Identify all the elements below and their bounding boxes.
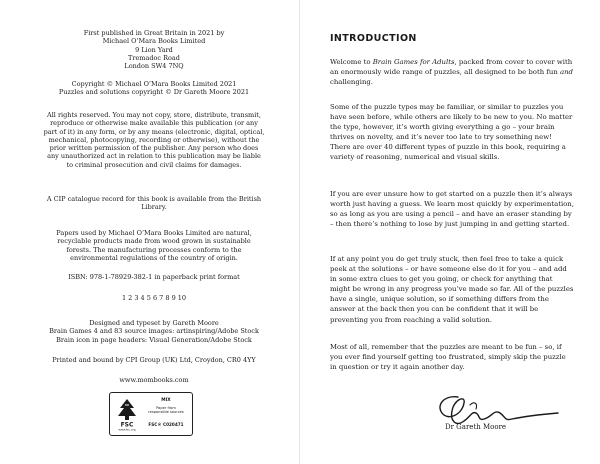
fsc-line: Paper from <box>156 406 176 410</box>
p1-text: Welcome to <box>330 58 373 66</box>
fsc-mix: MIX <box>161 398 171 403</box>
cip-block <box>30 195 278 212</box>
rights-line: part of it) in any form, or by any means (electronic, digital, optical, <box>43 127 265 136</box>
papers-line: recyclable products made from wood grown in sustainable <box>57 237 251 246</box>
fsc-tree-logo-icon <box>114 397 140 431</box>
copyright-block <box>30 80 278 97</box>
fsc-brand: FSC <box>120 421 134 429</box>
design-line: Brain Games 4 and 83 source images: artinspiring/Adobe Stock <box>49 327 259 336</box>
fsc-description <box>144 406 188 414</box>
copyright-line: Puzzles and solutions copyright © Dr Gareth Moore 2021 <box>58 88 250 97</box>
address-line: 9 Lion Yard <box>135 45 173 54</box>
publisher-name: Michael O’Mara Books Limited <box>102 37 206 46</box>
papers-line: Papers used by Michael O’Mara Books Limited are natural, <box>56 229 252 237</box>
intro-paragraph-1 <box>330 57 574 87</box>
printer-line <box>30 356 278 364</box>
author-name: Dr Gareth Moore <box>445 423 507 431</box>
cip-line: A CIP catalogue record for this book is available from the British <box>46 195 262 203</box>
p1-text: , packed from cover to cover with an enormously wide range of puzzles, all designed to be both fun <box>330 58 573 77</box>
print-numbers: 1 2 3 4 5 6 7 8 9 10 <box>121 294 187 302</box>
papers-line: environmental regulations of the country of origin. <box>70 253 238 262</box>
fsc-line: responsible sources <box>148 410 184 415</box>
rights-line: any unauthorized act in relation to this publication may be liable <box>47 152 261 161</box>
fsc-code: FSC® C020471 <box>148 422 184 427</box>
rights-line: prior written permission of the publisher. Any person who does <box>49 144 259 153</box>
papers-line: forests. The manufacturing processes conform to the <box>66 245 242 254</box>
copyright-line: Copyright © Michael O’Mara Books Limited 2021 <box>71 80 237 88</box>
design-credits <box>30 319 278 344</box>
fsc-label <box>109 392 193 436</box>
isbn: ISBN: 978-1-78929-382-1 in paperback print format <box>68 273 240 281</box>
intro-paragraph-2: Some of the puzzle types may be familiar, or similar to puzzles you have seen before, while others are likely to be new to you. No matter the type, however, it’s worth giving everything a go – your brain thrives on novelty, and it’s never too late to try something new! There are over 40 different types of puzzle in this book, requiring a variety of reasoning, numerical and visual skills. <box>330 103 573 162</box>
emphasis: and <box>559 68 573 77</box>
book-title: Brain Games for Adults <box>372 58 455 66</box>
intro-paragraph-3: If you are ever unsure how to get started on a puzzle then it’s always worth just having a guess. We learn most quickly by experimentation, so as long as you are using a pencil – and have an eraser standing by – then there’s nothing to lose by just jumping in and getting started. <box>330 190 574 229</box>
fsc-url: www.fsc.org <box>118 427 136 431</box>
publisher-line: First published in Great Britain in 2021 by <box>83 29 225 37</box>
introduction-heading: INTRODUCTION <box>330 33 417 44</box>
website-line <box>30 376 278 384</box>
cip-line: Library. <box>141 203 167 212</box>
p1-text: challenging. <box>330 78 373 87</box>
rights-block <box>30 111 278 169</box>
rights-line: reproduce or otherwise make available this publication (or any <box>50 119 258 128</box>
rights-line: mechanical, photocopying, recording or otherwise), without the <box>48 135 260 144</box>
publisher-block <box>30 29 278 70</box>
intro-paragraph-4: If at any point you do get truly stuck, then feel free to take a quick peek at the solutions – or have someone else do it for you – and add in some extra clues to get you going, or check for anything that might be wrong in any progress you’ve made so far. All of the puzzles have a single, unique solution, so if something differs from the answer at the back then you can be confident that it will be preventing you from reaching a valid solution. <box>330 255 574 324</box>
website: www.mombooks.com <box>119 376 189 384</box>
printer: Printed and bound by CPI Group (UK) Ltd, Croydon, CR0 4YY <box>52 356 256 364</box>
design-line: Brain icon in page headers: Visual Generation/Adobe Stock <box>56 335 252 344</box>
rights-line: All rights reserved. You may not copy, store, distribute, transmit, <box>47 111 261 119</box>
papers-block <box>30 229 278 262</box>
rights-line: to criminal prosecution and civil claims for damages. <box>66 160 242 169</box>
isbn-line <box>30 273 278 281</box>
print-number-line <box>30 294 278 302</box>
address-line: Tremadoc Road <box>128 53 180 62</box>
design-line: Designed and typeset by Gareth Moore <box>89 319 219 327</box>
intro-paragraph-5: Most of all, remember that the puzzles are meant to be fun – so, if you ever find yourself getting too frustrated, simply skip the puzzle in question or try it again another day. <box>330 343 566 372</box>
address-line: London SW4 7NQ <box>124 62 184 71</box>
